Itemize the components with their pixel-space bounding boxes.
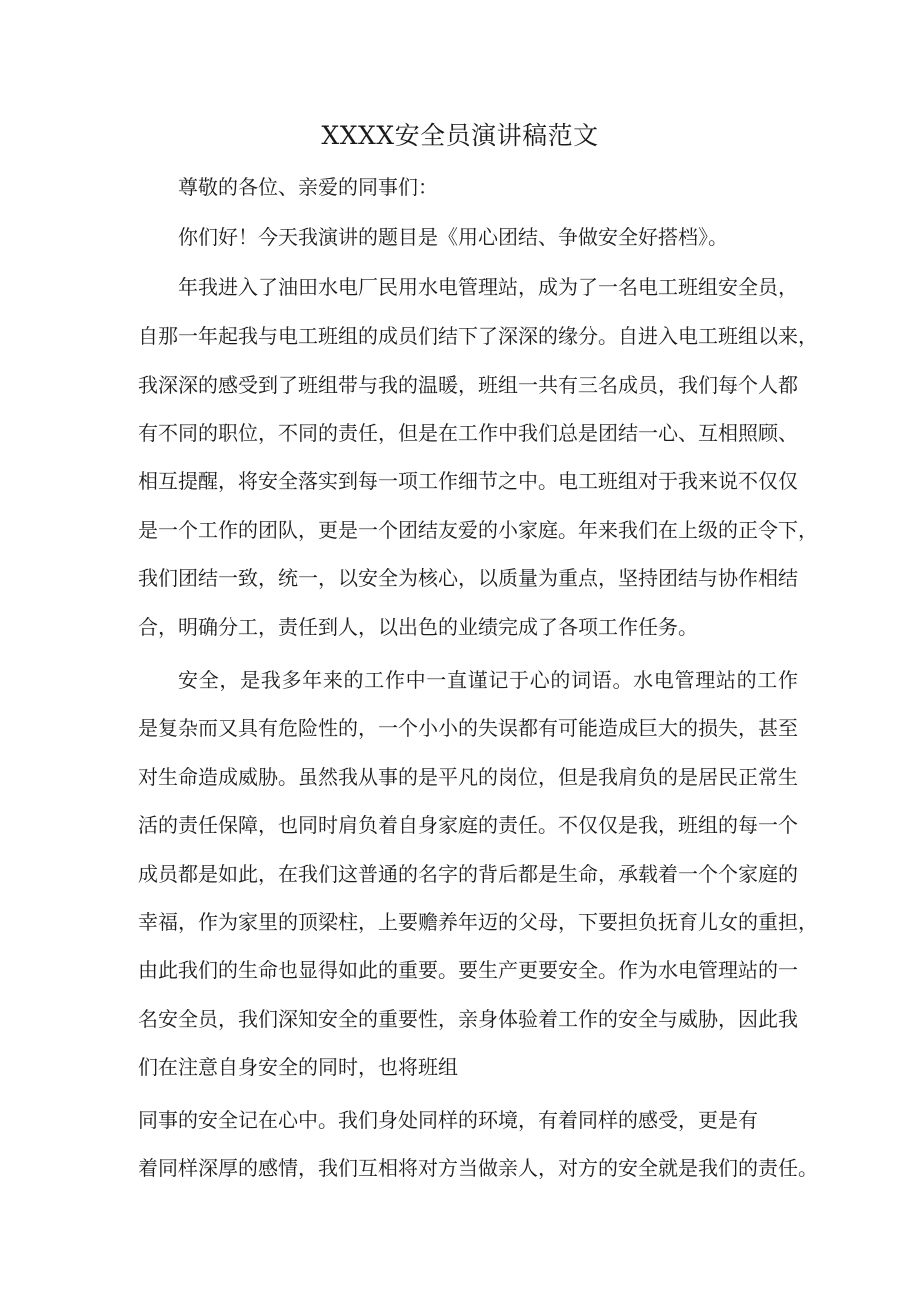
paragraph2-line: 活的责任保障，也同时肩负着自身家庭的责任。不仅仅是我，班组的每一个	[138, 813, 798, 837]
paragraph2-line: 们在注意自身安全的同时，也将班组	[138, 1055, 458, 1079]
paragraph1-line: 相互提醒，将安全落实到每一项工作细节之中。电工班组对于我来说不仅仅	[138, 469, 798, 493]
paragraph2-line: 由此我们的生命也显得如此的重要。要生产更要安全。作为水电管理站的一	[138, 958, 798, 982]
intro-line: 你们好！今天我演讲的题目是《用心团结、争做安全好搭档》。	[178, 225, 728, 249]
paragraph1-line: 是一个工作的团队，更是一个团结友爱的小家庭。年来我们在上级的正令下，	[138, 518, 818, 542]
paragraph1-line: 我们团结一致，统一，以安全为核心，以质量为重点，坚持团结与协作相结	[138, 566, 798, 590]
paragraph2-line: 名安全员，我们深知安全的重要性，亲身体验着工作的安全与威胁，因此我	[138, 1007, 798, 1031]
paragraph1-line: 有不同的职位，不同的责任，但是在工作中我们总是团结一心、互相照顾、	[138, 421, 798, 445]
paragraph3-line: 同事的安全记在心中。我们身处同样的环境，有着同样的感受，更是有	[138, 1108, 758, 1132]
paragraph1-line: 我深深的感受到了班组带与我的温暖，班组一共有三名成员，我们每个人都	[138, 373, 798, 397]
paragraph2-line: 幸福，作为家里的顶梁柱，上要赡养年迈的父母，下要担负抚育儿女的重担，	[138, 910, 818, 934]
paragraph1-line: 年我进入了油田水电厂民用水电管理站，成为了一名电工班组安全员，	[178, 275, 798, 299]
document-title: XXXX安全员演讲稿范文	[321, 121, 599, 150]
paragraph2-line: 安全，是我多年来的工作中一直谨记于心的词语。水电管理站的工作	[178, 668, 798, 692]
paragraph2-line: 对生命造成威胁。虽然我从事的是平凡的岗位，但是我肩负的是居民正常生	[138, 765, 798, 789]
paragraph1-line: 合，明确分工，责任到人，以出色的业绩完成了各项工作任务。	[138, 615, 698, 639]
paragraph2-line: 成员都是如此，在我们这普通的名字的背后都是生命，承载着一个个家庭的	[138, 862, 798, 886]
greeting-line: 尊敬的各位、亲爱的同事们：	[178, 175, 438, 199]
paragraph3-line: 着同样深厚的感情，我们互相将对方当做亲人，对方的安全就是我们的责任。	[138, 1156, 818, 1180]
paragraph1-line: 自那一年起我与电工班组的成员们结下了深深的缘分。自进入电工班组以来，	[138, 324, 818, 348]
paragraph2-line: 是复杂而又具有危险性的，一个小小的失误都有可能造成巨大的损失，甚至	[138, 716, 798, 740]
